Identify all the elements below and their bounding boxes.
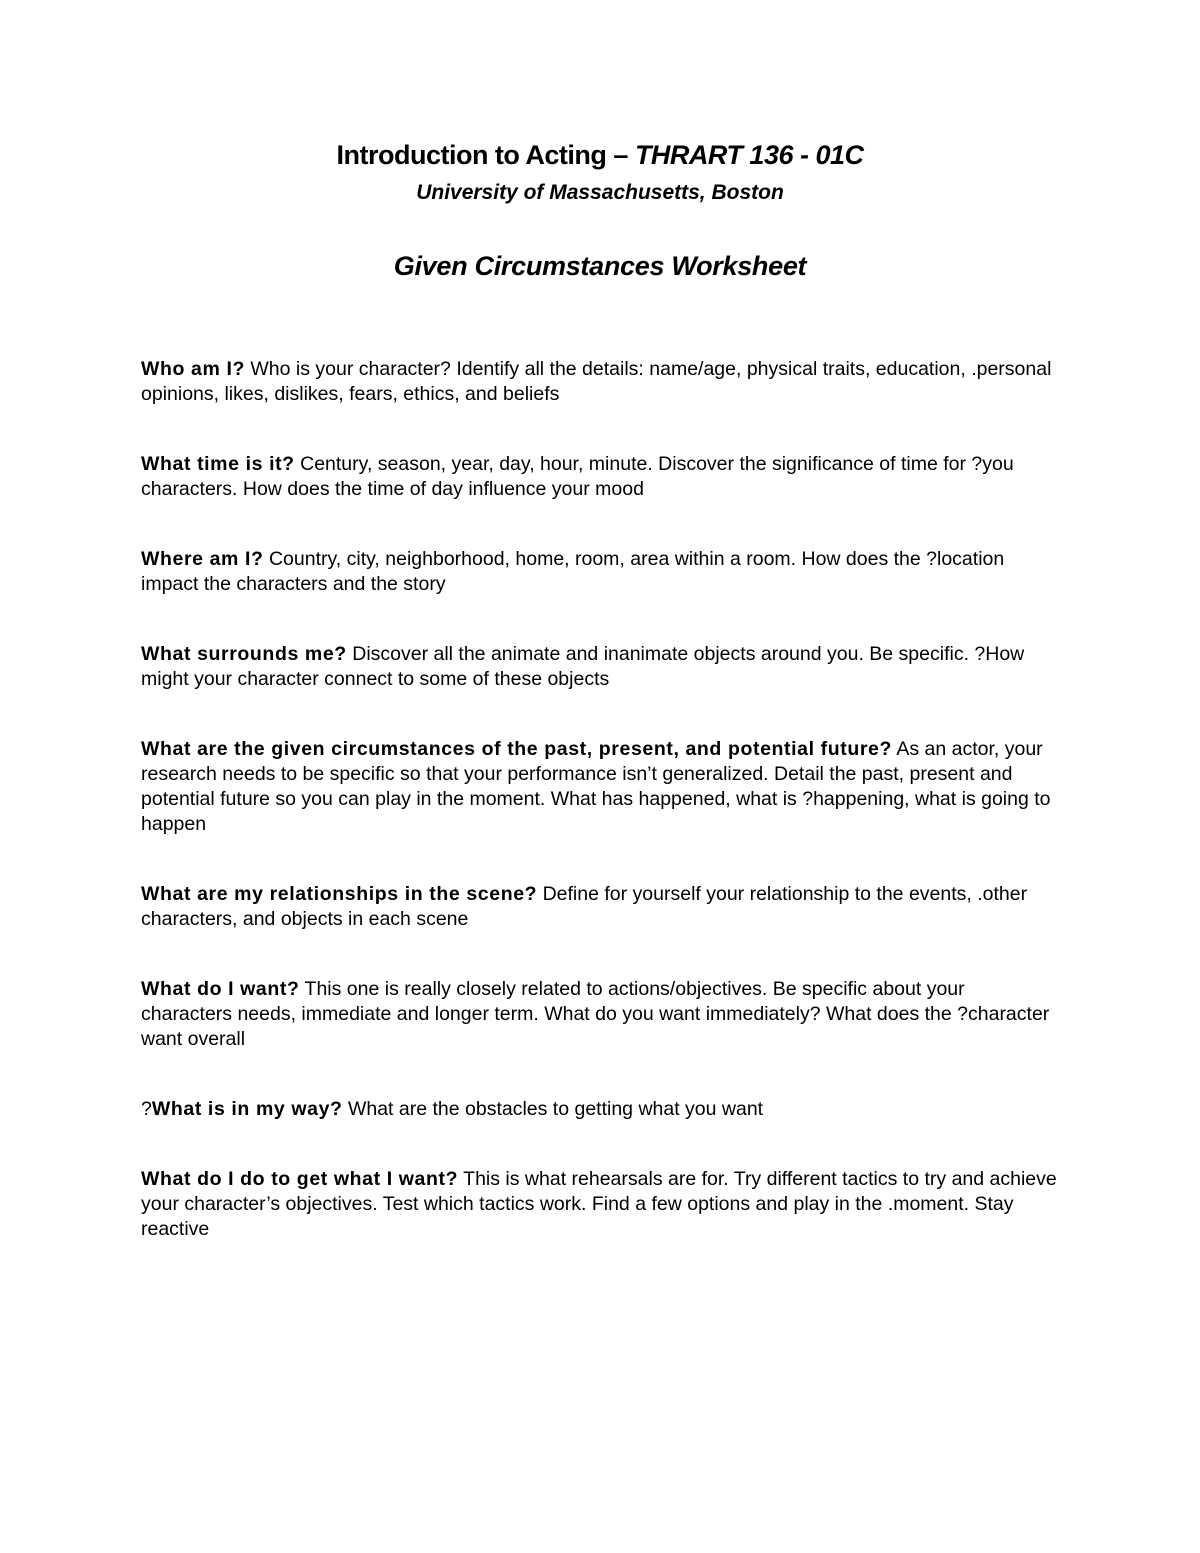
course-title <box>0 140 1200 171</box>
section-relationships <box>141 882 1061 932</box>
section-given-circumstances <box>141 737 1061 837</box>
section-question: Who am I? <box>141 358 245 380</box>
section-prefix: ? <box>141 1098 152 1120</box>
section-text: Discover all the animate and inanimate objects around you. Be specific. ?How might your character connect to some of these objects <box>141 643 1025 690</box>
section-what-time <box>141 452 1061 502</box>
section-question: Where am I? <box>141 548 264 570</box>
section-question: What is in my way? <box>151 1098 343 1120</box>
section-text: As an actor, your research needs to be specific so that your performance isn’t generalized. Detail the past, present and potential future so you can play in the moment. What has happened, what is ?happening, what is going to happen <box>141 738 1051 835</box>
section-question: What do I do to get what I want? <box>141 1168 459 1190</box>
worksheet-title: Given Circumstances Worksheet <box>393 251 807 281</box>
section-text: Country, city, neighborhood, home, room, area within a room. How does the ?location impact the characters and the story <box>141 548 1005 595</box>
section-what-surrounds <box>141 642 1061 692</box>
university-name: University of Massachusetts, Boston <box>416 181 784 204</box>
course-code: THRART 136 - 01C <box>634 140 864 170</box>
section-what-do-i-do <box>141 1167 1061 1242</box>
section-text: Who is your character? Identify all the details: name/age, physical traits, education, .personal opinions, likes, dislikes, fears, ethics, and beliefs <box>141 358 1052 405</box>
section-question: What surrounds me? <box>141 643 347 665</box>
section-what-do-i-want <box>141 977 1061 1052</box>
section-text: What are the obstacles to getting what you want <box>342 1098 764 1120</box>
section-question: What time is it? <box>141 453 295 475</box>
section-where-am-i <box>141 547 1061 597</box>
section-text: This is what rehearsals are for. Try different tactics to try and achieve your character’s objectives. Test which tactics work. Find a few options and play in the .moment. Stay reactive <box>141 1168 1057 1240</box>
section-who-am-i <box>141 357 1061 407</box>
worksheet-sections <box>141 357 1061 1287</box>
section-text: Define for yourself your relationship to the events, .other characters, and objects in each scene <box>141 883 1028 930</box>
course-name: Introduction to Acting – <box>336 140 635 170</box>
section-question: What do I want? <box>141 978 300 1000</box>
section-question: What are my relationships in the scene? <box>141 883 538 905</box>
section-text: Century, season, year, day, hour, minute. Discover the significance of time for ?you characters. How does the time of day influence your mood <box>141 453 1014 500</box>
section-text: This one is really closely related to actions/objectives. Be specific about your characters needs, immediate and longer term. What do you want immediately? What does the ?character want overall <box>141 978 1050 1050</box>
section-question: What are the given circumstances of the past, present, and potential future? <box>141 738 892 760</box>
section-in-my-way <box>141 1097 1061 1122</box>
